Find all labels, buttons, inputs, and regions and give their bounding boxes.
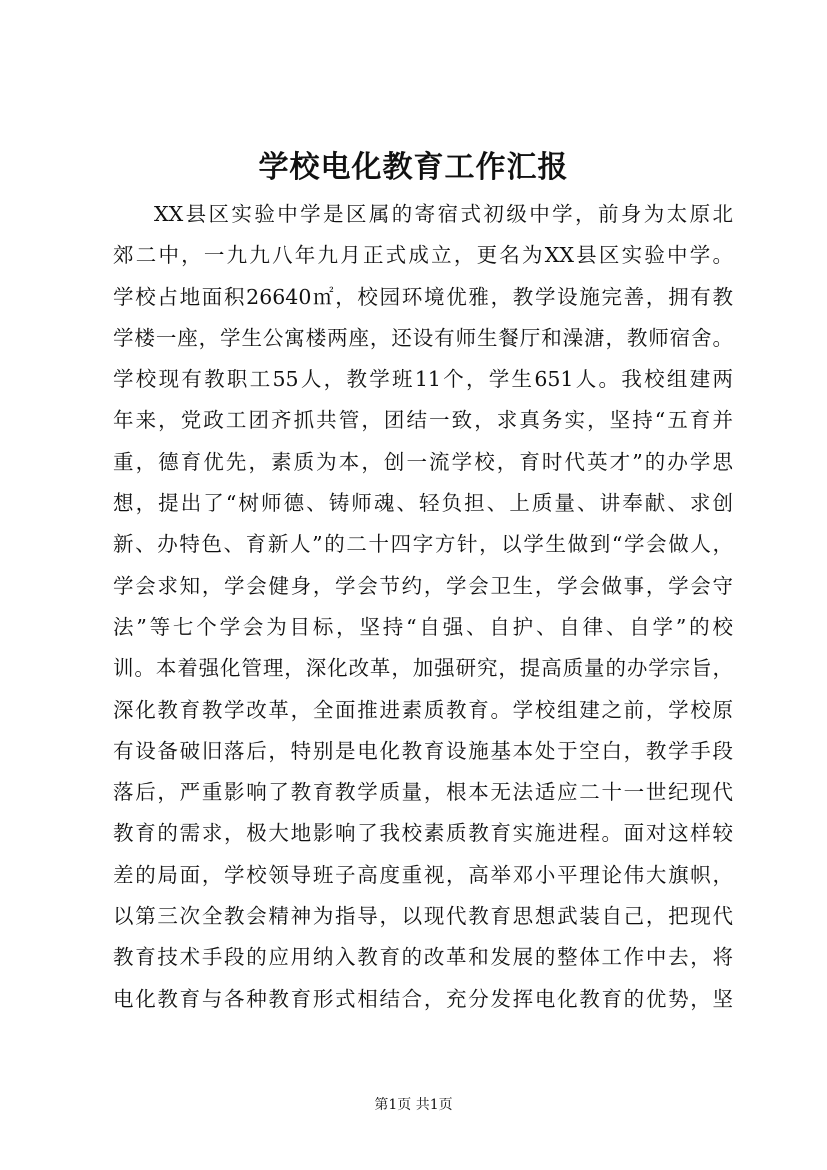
body-line: 学校占地面积26640㎡，校园环境优雅，教学设施完善，拥有教 bbox=[113, 284, 733, 309]
body-line: 法”等七个学会为目标，坚持“自强、自护、自律、自学”的校 bbox=[113, 614, 733, 639]
page-number-label: 第1页 共1页 bbox=[374, 1097, 453, 1113]
body-line: 学会求知，学会健身，学会节约，学会卫生，学会做事，学会守 bbox=[113, 573, 733, 598]
body-line: 教育的需求，极大地影响了我校素质教育实施进程。面对这样较 bbox=[113, 821, 733, 846]
body-line: 深化教育教学改革，全面推进素质教育。学校组建之前，学校原 bbox=[113, 697, 733, 722]
body-line: 年来，党政工团齐抓共管，团结一致，求真务实，坚持“五育并 bbox=[113, 408, 733, 433]
body-line: 有设备破旧落后，特别是电化教育设施基本处于空白，教学手段 bbox=[113, 738, 733, 763]
body-line: 教育技术手段的应用纳入教育的改革和发展的整体工作中去，将 bbox=[113, 945, 733, 970]
body-line: 学校现有教职工55人，教学班11个，学生651人。我校组建两 bbox=[113, 367, 733, 392]
body-line: 郊二中，一九九八年九月正式成立，更名为XX县区实验中学。 bbox=[113, 243, 733, 268]
page-footer bbox=[0, 1095, 827, 1115]
document-title: 学校电化教育工作汇报 bbox=[258, 150, 569, 185]
body-line: 新、办特色、育新人”的二十四字方针，以学生做到“学会做人， bbox=[113, 532, 733, 557]
body-line: 想，提出了“树师德、铸师魂、轻负担、上质量、讲奉献、求创 bbox=[113, 491, 733, 516]
body-line: 电化教育与各种教育形式相结合，充分发挥电化教育的优势，坚 bbox=[113, 986, 733, 1011]
body-line: 以第三次全教会精神为指导，以现代教育思想武装自己，把现代 bbox=[113, 904, 733, 929]
body-line: 重，德育优先，素质为本，创一流学校，育时代英才”的办学思 bbox=[113, 449, 733, 474]
body-line: XX县区实验中学是区属的寄宿式初级中学，前身为太原北 bbox=[154, 202, 733, 226]
body-line: 落后，严重影响了教育教学质量，根本无法适应二十一世纪现代 bbox=[113, 780, 733, 805]
body-line: 训。本着强化管理，深化改革，加强研究，提高质量的办学宗旨， bbox=[113, 656, 733, 681]
body-line: 差的局面，学校领导班子高度重视，高举邓小平理论伟大旗帜， bbox=[113, 862, 733, 887]
body-line: 学楼一座，学生公寓楼两座，还设有师生餐厅和澡溏，教师宿舍。 bbox=[113, 325, 733, 350]
document-body bbox=[113, 194, 733, 1020]
